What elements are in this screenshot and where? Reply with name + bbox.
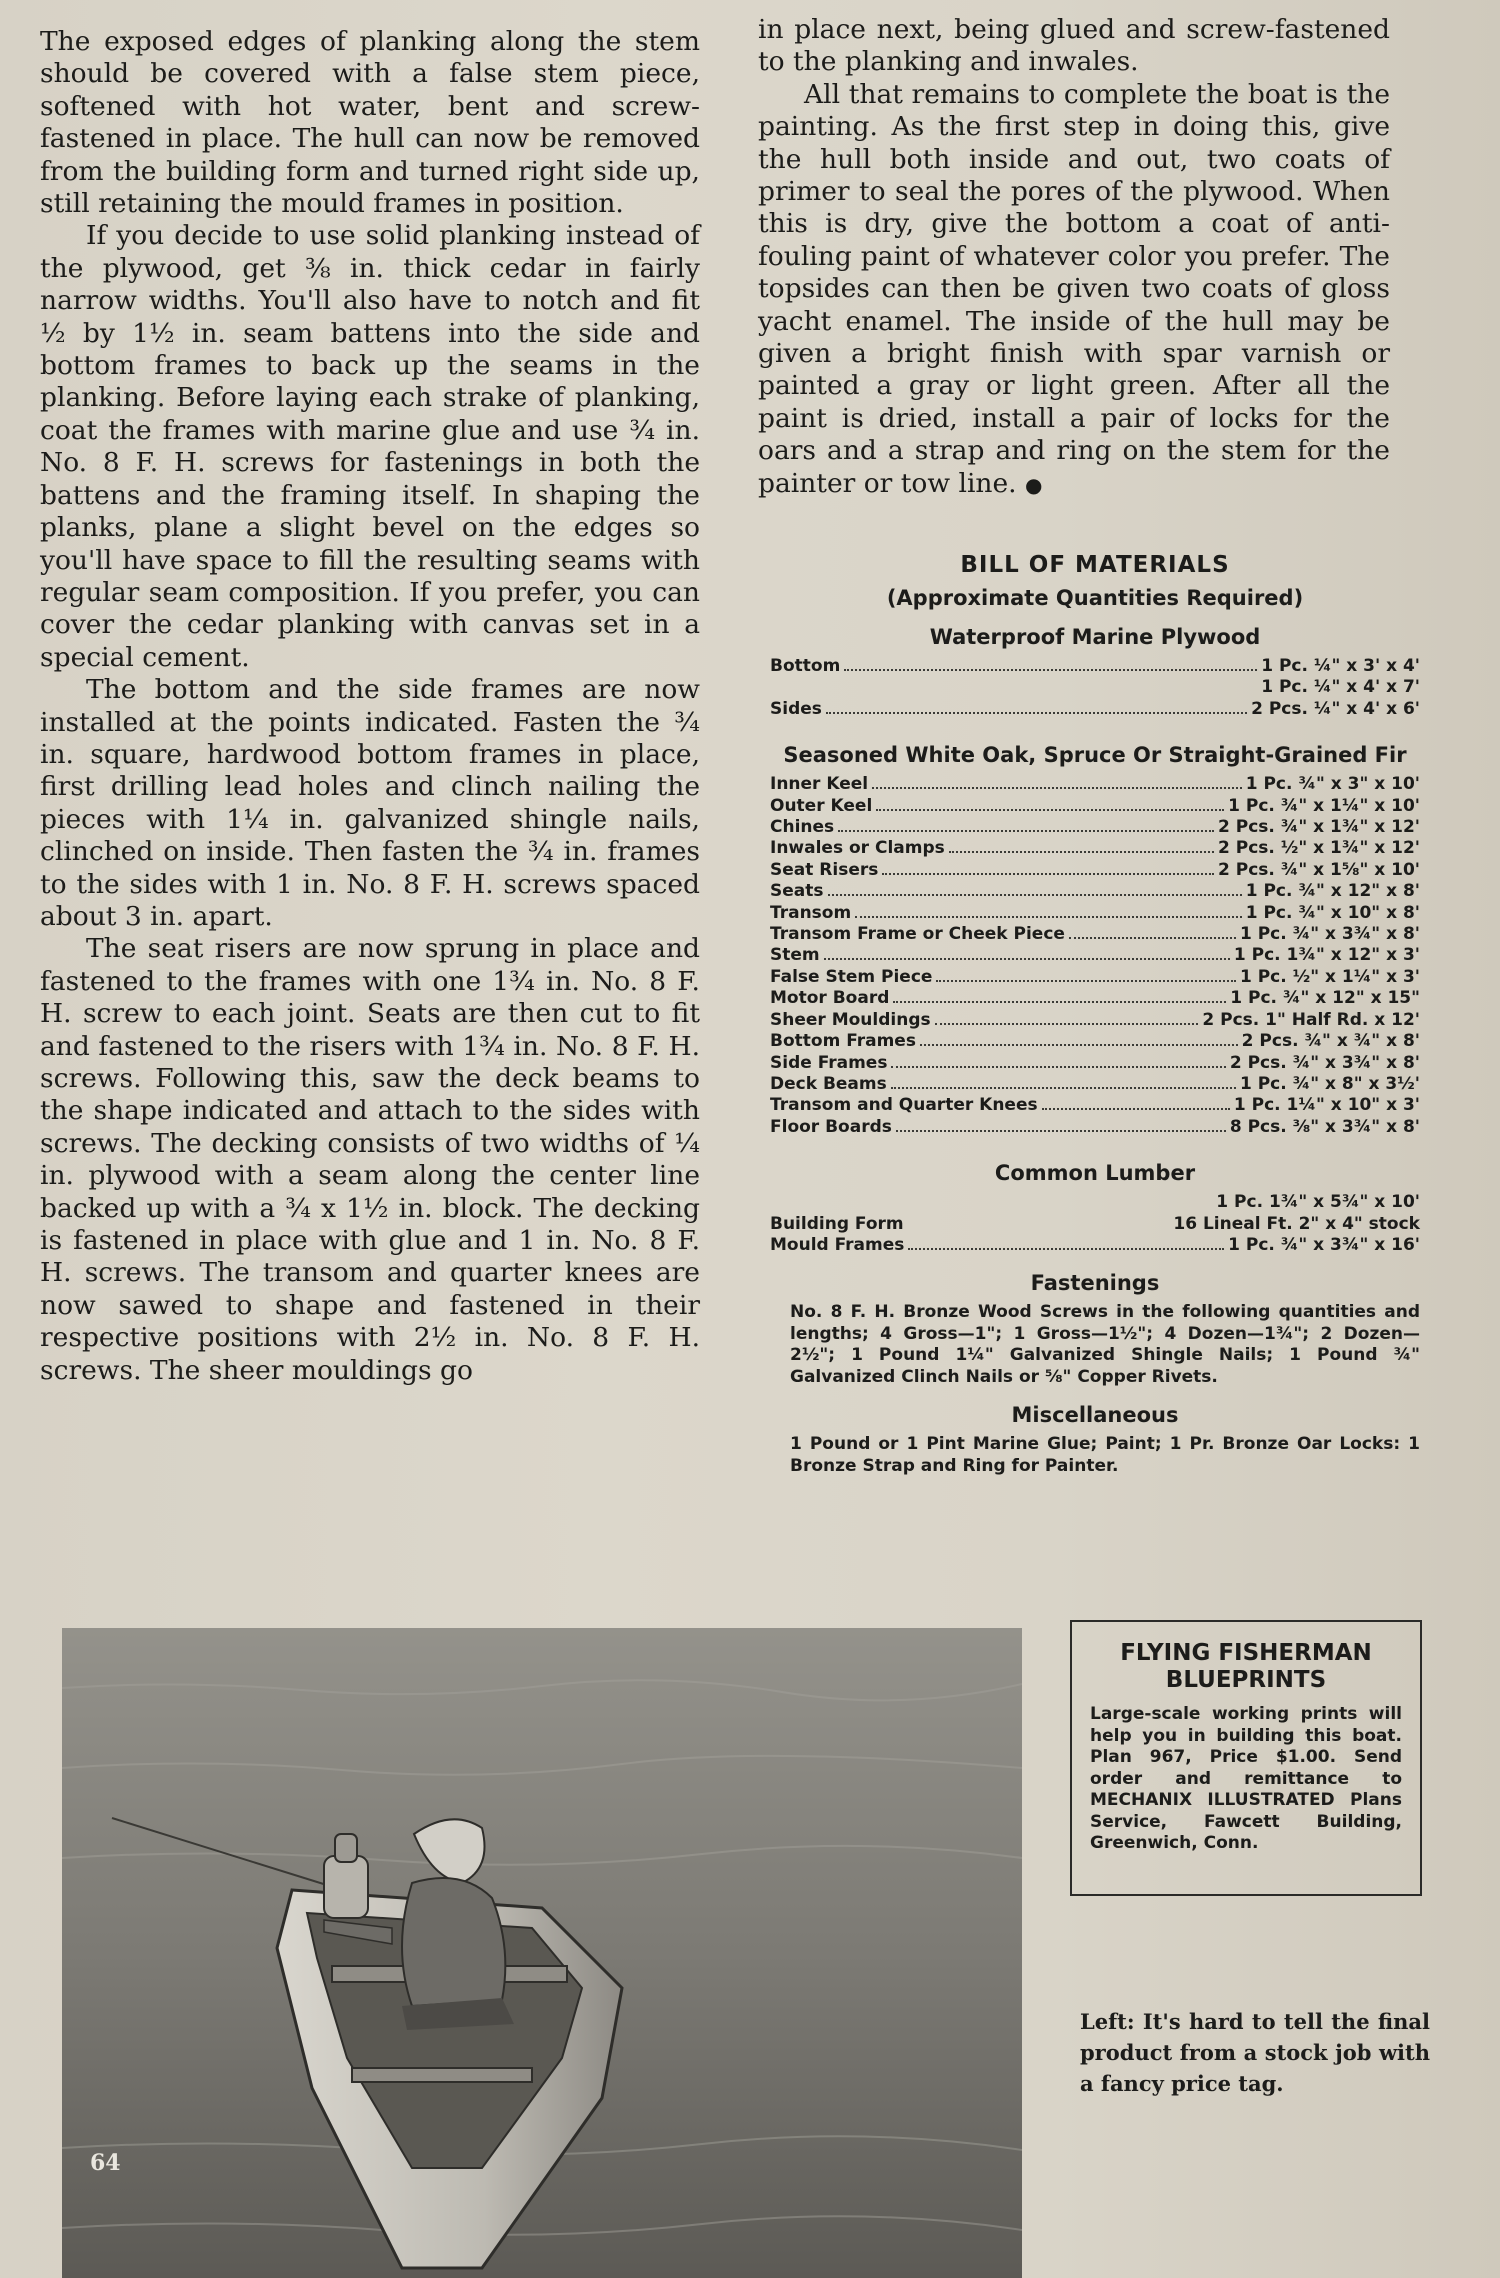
bom-qty: 1 Pc. 1¾" x 12" x 3' (1233, 945, 1420, 966)
bom-qty: 1 Pc. ¾" x 10" x 8' (1245, 902, 1420, 923)
leader-dots (838, 830, 1214, 832)
bom-item: Motor Board (770, 988, 890, 1009)
bom-section-heading: Common Lumber (994, 1161, 1196, 1186)
bom-qty: 1 Pc. ½" x 1¼" x 3' (1239, 966, 1420, 987)
leader-dots (891, 1087, 1236, 1089)
bom-section-heading: Miscellaneous (1011, 1403, 1179, 1428)
bom-row (770, 881, 1420, 902)
bom-qty: 2 Pcs. 1" Half Rd. x 12' (1202, 1009, 1420, 1030)
leader-dots (826, 712, 1247, 714)
leader-dots (936, 980, 1236, 982)
leader-dots (896, 1130, 1226, 1132)
bom-item: Deck Beams (770, 1073, 887, 1094)
bom-item: Bottom Frames (770, 1031, 916, 1052)
bom-qty: 1 Pc. ¾" x 3¾" x 16' (1228, 1234, 1420, 1255)
bom-row (770, 1235, 1420, 1256)
bom-qty: 1 Pc. ¾" x 3" x 10' (1245, 774, 1420, 795)
plywood-list (770, 656, 1420, 720)
bom-qty: 2 Pcs. ¾" x ¾" x 8' (1241, 1031, 1420, 1052)
leader-dots (1042, 1108, 1230, 1110)
bom-row (770, 656, 1420, 677)
bom-qty: 2 Pcs. ¾" x 1¾" x 12' (1218, 817, 1420, 838)
bom-row (770, 1095, 1420, 1116)
paragraph: The seat risers are now sprung in place and fastened to the frames with one 1¾ in. No. 8 F. H. screw to each joint. Seats are then cut to fit and fastened to the risers with 1¾ in. No. 8 F. H. screws. Following this, saw the deck beams to the shape indicated and attach to the sides with screws. The decking consists of two widths of ¼ in. plywood with a seam along the center line backed up with a ¾ x 1½ in. block. The decking is fastened in place with glue and 1 in. No. 8 F. H. screws. The transom and quarter knees are now sawed to shape and fastened in their respective positions with 2½ in. No. 8 F. H. screws. The sheer mouldings go (40, 933, 700, 1386)
photo-caption: Left: It's hard to tell the final product from a stock job with a fancy price tag. (1080, 2009, 1430, 2096)
bom-qty-continued: 16 Lineal Ft. 2" x 4" stock (1173, 1213, 1420, 1234)
bom-item: Sides (770, 698, 822, 719)
bom-item: Transom and Quarter Knees (770, 1095, 1038, 1116)
bom-row (770, 903, 1420, 924)
leader-dots (935, 1023, 1199, 1025)
bom-qty: 2 Pcs. ¼" x 4' x 6' (1251, 698, 1420, 719)
bom-row (770, 699, 1420, 720)
leader-dots (855, 916, 1242, 918)
leader-dots (876, 809, 1224, 811)
bom-item: Inner Keel (770, 774, 869, 795)
leader-dots (844, 669, 1257, 671)
common-lumber-list (770, 1192, 1420, 1256)
bom-qty: 8 Pcs. ⅜" x 3¾" x 8' (1229, 1116, 1420, 1137)
bom-item: Building Form (770, 1213, 904, 1234)
bom-row (770, 967, 1420, 988)
bom-row (770, 817, 1420, 838)
blueprints-title-line: BLUEPRINTS (1165, 1667, 1327, 1693)
bom-qty: 2 Pcs. ¾" x 3¾" x 8' (1229, 1052, 1420, 1073)
bom-item: Sheer Mouldings (770, 1009, 931, 1030)
bom-item: Stem (770, 945, 820, 966)
bom-title: BILL OF MATERIALS (960, 552, 1230, 578)
bom-item: Transom Frame or Cheek Piece (770, 924, 1065, 945)
blueprints-title-line: FLYING FISHERMAN (1120, 1640, 1372, 1666)
bom-row (770, 1053, 1420, 1074)
bom-item: Floor Boards (770, 1116, 892, 1137)
bom-row (770, 924, 1420, 945)
bom-row (770, 796, 1420, 817)
leader-dots (1069, 937, 1236, 939)
bom-item: Bottom (770, 656, 841, 676)
leader-dots (872, 787, 1242, 789)
page-number: 64 (90, 2150, 121, 2176)
bom-qty: 1 Pc. 1¾" x 5¾" x 10' (1216, 1192, 1420, 1213)
bom-qty: 1 Pc. ¾" x 12" x 15" (1230, 988, 1420, 1009)
blueprints-offer-box (1070, 1620, 1422, 1896)
bom-section-heading: Seasoned White Oak, Spruce Or Straight-Grained Fir (783, 743, 1407, 768)
leader-dots (908, 1248, 1224, 1250)
bom-qty: 1 Pc. ¼" x 3' x 4' (1261, 656, 1420, 676)
leader-dots (893, 1001, 1226, 1003)
bom-qty: 1 Pc. ¾" x 8" x 3½' (1239, 1073, 1420, 1094)
bom-item: Transom (770, 902, 852, 923)
bom-subtitle: (Approximate Quantities Required) (886, 586, 1304, 610)
leader-dots (882, 873, 1214, 875)
bom-qty: 1 Pc. 1¼" x 10" x 3' (1233, 1095, 1420, 1116)
paragraph: The bottom and the side frames are now installed at the points indicated. Fasten the ¾ in. square, hardwood bottom frames in place, first drilling lead holes and clinch nailing the pieces with 1¼ in. galvanized shingle nails, clinched on inside. Then fasten the ¾ in. frames to the sides with 1 in. No. 8 F. H. screws spaced about 3 in. apart. (40, 674, 700, 932)
bom-section-heading: Waterproof Marine Plywood (929, 625, 1261, 649)
leader-dots (824, 958, 1230, 960)
paragraph: If you decide to use solid planking instead of the plywood, get ⅜ in. thick cedar in fairly narrow widths. You'll also have to notch and fit ½ by 1½ in. seam battens into the side and bottom frames to back up the seams in the planking. Before laying each strake of planking, coat the frames with marine glue and use ¾ in. No. 8 F. H. screws for fastenings in both the battens and the framing itself. In shaping the planks, plane a slight bevel on the edges so you'll have space to fill the resulting seams with regular seam composition. If you prefer, you can cover the cedar planking with canvas set in a special cement. (40, 220, 700, 673)
fastenings-text: No. 8 F. H. Bronze Wood Screws in the following quantities and lengths; 4 Gross—1"; 1 Gross—1½"; 4 Dozen—1¾"; 2 Dozen—2½"; 1 Pound 1¼" Galvanized Shingle Nails; 1 Pound ¾" Galvanized Clinch Nails or ⅝" Copper Rivets. (790, 1302, 1420, 1387)
right-text-column (758, 14, 1390, 501)
bom-item: Outer Keel (770, 795, 873, 816)
bom-item: Side Frames (770, 1052, 888, 1073)
bom-row (770, 774, 1420, 795)
bom-row (770, 1117, 1420, 1138)
leader-dots (920, 1044, 1238, 1046)
bom-row (770, 1074, 1420, 1095)
blueprints-title (1090, 1640, 1402, 1694)
bom-row (770, 1031, 1420, 1052)
bom-row (770, 860, 1420, 881)
boat-photo (62, 1628, 1022, 2278)
bom-section-heading: Fastenings (1030, 1271, 1160, 1296)
paragraph: The exposed edges of planking along the stem should be covered with a false stem piece, softened with hot water, bent and screw-fastened in place. The hull can now be removed from the building form and turned right side up, still retaining the mould frames in position. (40, 26, 700, 220)
bom-item: Inwales or Clamps (770, 838, 945, 859)
bom-row (770, 1010, 1420, 1031)
bom-row (770, 988, 1420, 1009)
bom-item: False Stem Piece (770, 966, 933, 987)
boat-photo-illustration (62, 1628, 1022, 2278)
bom-item: Mould Frames (770, 1234, 905, 1255)
bill-of-materials (770, 552, 1420, 1477)
leader-dots (891, 1066, 1225, 1068)
bom-qty: 2 Pcs. ¾" x 1⅝" x 10' (1218, 859, 1420, 880)
miscellaneous-text: 1 Pound or 1 Pint Marine Glue; Paint; 1 Pr. Bronze Oar Locks: 1 Bronze Strap and Ring for Painter. (790, 1434, 1420, 1476)
blueprints-text: Large-scale working prints will help you in building this boat. Plan 967, Price $1.00. Send order and remittance to MECHANIX ILLUSTRATED Plans Service, Fawcett Building, Greenwich, Conn. (1090, 1704, 1402, 1853)
bom-row (770, 1214, 1420, 1235)
leader-dots (828, 894, 1242, 896)
bom-qty: 1 Pc. ¾" x 3¾" x 8' (1239, 924, 1420, 945)
end-mark: ● (1025, 472, 1043, 497)
paragraph-text: All that remains to complete the boat is the painting. As the first step in doing this, give the hull both inside and out, two coats of primer to seal the pores of the plywood. When this is dry, give the bottom a coat of anti-fouling paint of whatever color you prefer. The topsides can then be given two coats of gloss yacht enamel. The inside of the hull may be given a bright finish with spar varnish or painted a gray or light green. After all the paint is dried, install a pair of locks for the oars and a strap and ring on the stem for the painter or tow line. (758, 78, 1390, 499)
left-text-column (40, 26, 700, 1387)
bom-qty: 2 Pcs. ½" x 1¾" x 12' (1218, 838, 1420, 859)
bom-qty-continued: 1 Pc. ¼" x 4' x 7' (1261, 677, 1420, 698)
leader-dots (949, 851, 1214, 853)
bom-row (770, 945, 1420, 966)
paragraph (758, 79, 1390, 501)
bom-qty: 1 Pc. ¾" x 12" x 8' (1245, 881, 1420, 902)
bom-qty: 1 Pc. ¾" x 1¼" x 10' (1228, 795, 1420, 816)
paragraph: in place next, being glued and screw-fastened to the planking and inwales. (758, 14, 1390, 78)
bom-item: Seat Risers (770, 859, 879, 880)
bom-row (770, 838, 1420, 859)
lumber-list (770, 774, 1420, 1138)
bom-item: Chines (770, 817, 835, 838)
bom-item: Seats (770, 881, 824, 902)
